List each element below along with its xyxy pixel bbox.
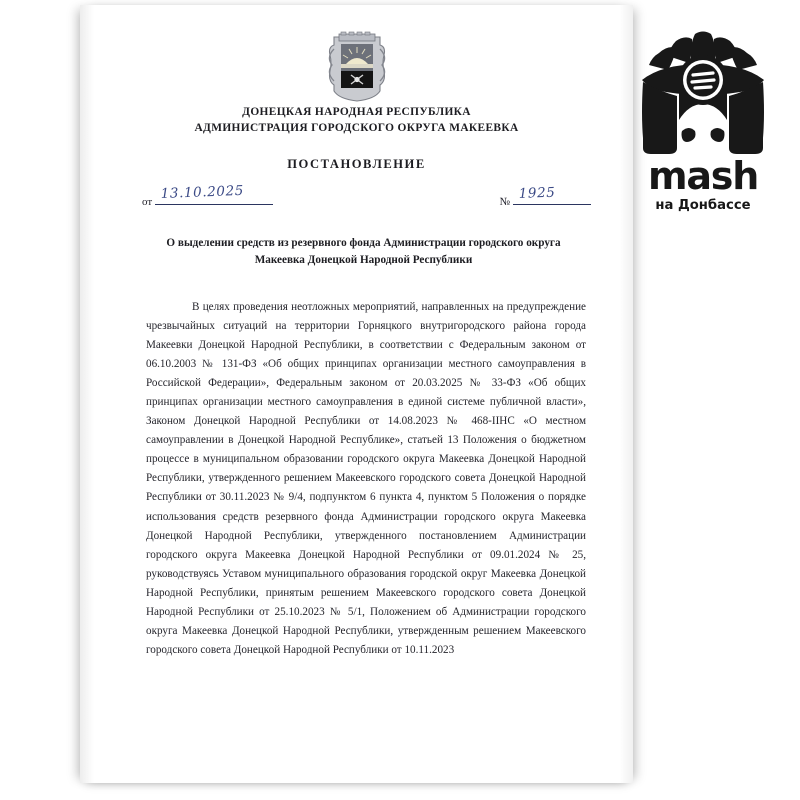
document-number-label: № <box>499 196 510 208</box>
document-page <box>80 5 633 783</box>
document-date-handwritten-value: 13.10.2025 <box>160 182 245 202</box>
document-body <box>146 298 586 660</box>
mash-wordmark: mash <box>647 154 759 198</box>
document-header-line-2: АДМИНИСТРАЦИЯ ГОРОДСКОГО ОКРУГА МАКЕЕВКА <box>194 122 519 134</box>
document-meta-row <box>142 182 591 211</box>
document-number-group <box>499 184 592 208</box>
mash-logo <box>628 28 778 214</box>
document-body-paragraph: В целях проведения неотложных мероприятий, направленных на предупреждение чрезвычайных ситуаций на территории Горняцкого внутригородского района города Макеевки Донецкой Народной Республики, в соответствии с Федеральным законом от 06.10.2003 № 131-ФЗ «Об общих принципах организации местного самоуправления в Российской Федерации», Федеральным законом от 20.03.2025 № 33-ФЗ «Об общих принципах организации местного самоуправления в единой системе публичной власти», Законом Донецкой Народной Республики от 14.08.2023 № 468-IIНС «О местном самоуправлении в Донецкой Народной Республике», статьей 13 Положения о бюджетном процессе в муниципальном образовании городского округа Макеевка Донецкой Народной Республики, утвержденного решением Макеевского городского совета Донецкой Народной Республики от 30.11.2023 № 9/4, подпунктом 6 пункта 4, пунктом 5 Положения о порядке использования средств резервного фонда Администрации городского округа Макеевка Донецкой Народной Республики, утвержденного постановлением Администрации городского округа Макеевка Донецкой Народной Республики от 09.01.2024 № 25, руководствуясь Уставом муниципального образования городской округ Макеевка Донецкой Народной Республики, принятым решением Макеевского городского совета Донецкой Народной Республики от 25.10.2023 № 5/1, Положением об Администрации городского округа Макеевка Донецкой Народной Республики, утвержденным решением Макеевского городского совета Донецкой Народной Республики от 10.11.2023 <box>146 301 586 656</box>
document-date-group <box>142 182 273 208</box>
document-header-line-1: ДОНЕЦКАЯ НАРОДНАЯ РЕСПУБЛИКА <box>242 106 471 118</box>
document-kind-heading: ПОСТАНОВЛЕНИЕ <box>287 157 426 171</box>
coat-of-arms-container <box>80 31 633 108</box>
document-date-rule <box>155 182 273 205</box>
document-number-rule <box>513 184 591 205</box>
document-title: О выделении средств из резервного фонда Администрации городского округа Макеевка Донецкой Народной Республики <box>166 237 561 266</box>
mash-subtitle: на Донбассе <box>655 198 751 213</box>
makeyevka-coat-of-arms-icon <box>326 31 388 103</box>
document-number-handwritten-value: 1925 <box>518 184 556 202</box>
document-date-label: от <box>142 196 153 208</box>
mash-miner-helmet-icon <box>632 28 774 154</box>
